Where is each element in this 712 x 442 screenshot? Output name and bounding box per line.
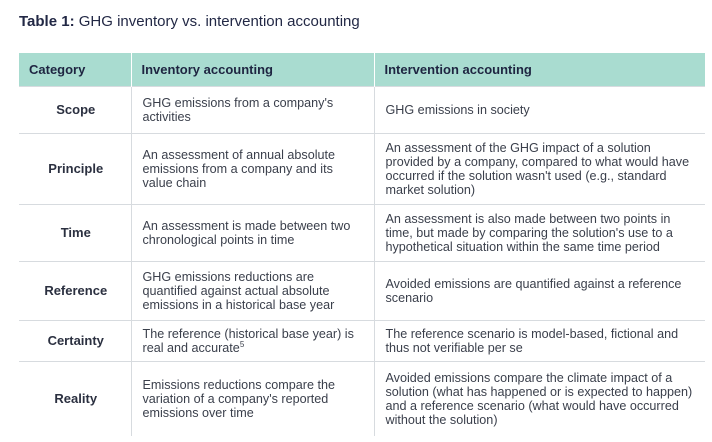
header-intervention: Intervention accounting	[374, 53, 705, 87]
category-cell: Certainty	[19, 321, 131, 362]
table-row	[19, 205, 705, 262]
table-title-prefix: Table 1:	[19, 13, 75, 30]
inventory-cell: Emissions reductions compare the variation of a company's reported emissions over time	[131, 362, 374, 437]
category-cell: Principle	[19, 134, 131, 205]
header-category: Category	[19, 53, 131, 87]
table-row	[19, 134, 705, 205]
inventory-cell: An assessment of annual absolute emissions from a company and its value chain	[131, 134, 374, 205]
category-cell: Reference	[19, 262, 131, 321]
table-header-row	[19, 53, 705, 87]
table-title	[19, 13, 360, 30]
table-row	[19, 321, 705, 362]
footnote-marker: 5	[239, 339, 245, 349]
table-title-text: GHG inventory vs. intervention accounting	[74, 13, 360, 30]
comparison-table	[19, 53, 705, 436]
table-row	[19, 262, 705, 321]
inventory-cell: GHG emissions reductions are quantified against actual absolute emissions in a historical base year	[131, 262, 374, 321]
inventory-cell	[131, 321, 374, 362]
intervention-cell: Avoided emissions are quantified against a reference scenario	[374, 262, 705, 321]
intervention-cell: An assessment is also made between two points in time, but made by comparing the solution's use to a hypothetical situation within the same time period	[374, 205, 705, 262]
category-cell: Reality	[19, 362, 131, 437]
category-cell: Scope	[19, 87, 131, 134]
inventory-cell: An assessment is made between two chronological points in time	[131, 205, 374, 262]
intervention-cell: The reference scenario is model-based, fictional and thus not verifiable per se	[374, 321, 705, 362]
intervention-cell: An assessment of the GHG impact of a solution provided by a company, compared to what would have occurred if the solution wasn't used (e.g., standard market solution)	[374, 134, 705, 205]
table-row	[19, 362, 705, 437]
table-row	[19, 87, 705, 134]
header-inventory: Inventory accounting	[131, 53, 374, 87]
intervention-cell: Avoided emissions compare the climate impact of a solution (what has happened or is expected to happen) and a reference scenario (what would have occurred without the solution)	[374, 362, 705, 437]
inventory-cell: GHG emissions from a company's activities	[131, 87, 374, 134]
inventory-cell-text: The reference (historical base year) is real and accurate	[142, 327, 354, 355]
category-cell: Time	[19, 205, 131, 262]
intervention-cell: GHG emissions in society	[374, 87, 705, 134]
